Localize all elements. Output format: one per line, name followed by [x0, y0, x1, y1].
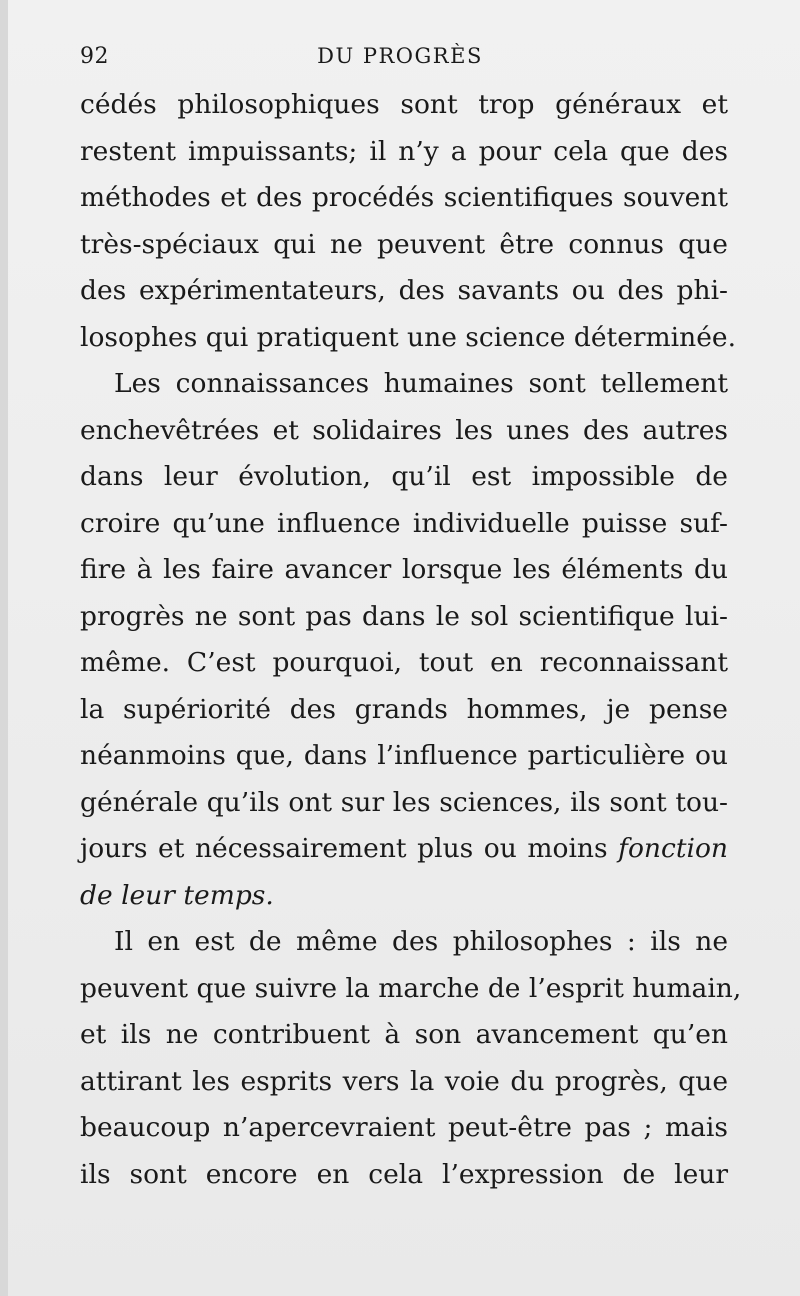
page-edge-shadow: [0, 0, 8, 1296]
text-line: attirant les esprits vers la voie du progrès, que: [80, 1065, 728, 1097]
text-line: même. C’est pourquoi, tout en reconnaissant: [80, 647, 728, 678]
paragraph-start-line: Les connaissances humaines sont tellement: [114, 368, 728, 399]
text-line: beaucoup n’apercevraient peut-être pas ; mais: [80, 1112, 728, 1143]
text-line: losophes qui pratiquent une science déterminée.: [80, 321, 737, 353]
text-line: peuvent que suivre la marche de l’esprit humain,: [80, 972, 742, 1004]
text-line: et ils ne contribuent à son avancement qu’en: [80, 1019, 728, 1050]
text-line: progrès ne sont pas dans le sol scientifique lui-: [80, 600, 728, 632]
text-line: restent impuissants; il n’y a pour cela que des: [80, 135, 728, 167]
text-line: très-spéciaux qui ne peuvent être connus que: [80, 228, 728, 260]
body-text: [80, 82, 742, 1198]
text-line: fire à les faire avancer lorsque les éléments du: [80, 554, 728, 585]
text-line: des expérimentateurs, des savants ou des phi-: [80, 275, 728, 306]
text-line: ils sont encore en cela l’expression de leur: [80, 1158, 728, 1190]
text-line: néanmoins que, dans l’influence particulière ou: [80, 740, 728, 771]
italic-line: de leur temps.: [80, 879, 274, 911]
text-segment: jours et nécessairement plus ou moins: [80, 833, 608, 864]
page-header: [80, 40, 720, 80]
text-line: méthodes et des procédés scientifiques souvent: [80, 182, 728, 213]
text-line: enchevêtrées et solidaires les unes des autres: [80, 414, 728, 446]
text-line: dans leur évolution, qu’il est impossible de: [80, 461, 728, 492]
text-line-with-italic: [80, 826, 728, 873]
running-title: DU PROGRÈS: [317, 44, 483, 68]
text-line: générale qu’ils ont sur les sciences, ils sont tou-: [80, 786, 728, 818]
paragraph-start-line: Il en est de même des philosophes : ils ne: [114, 926, 728, 957]
italic-text: fonction: [618, 833, 728, 864]
text-line: croire qu’une influence individuelle puisse suf-: [80, 507, 728, 539]
text-line: la supériorité des grands hommes, je pense: [80, 693, 728, 725]
page-number: 92: [80, 44, 109, 69]
text-line: cédés philosophiques sont trop généraux et: [80, 89, 728, 120]
